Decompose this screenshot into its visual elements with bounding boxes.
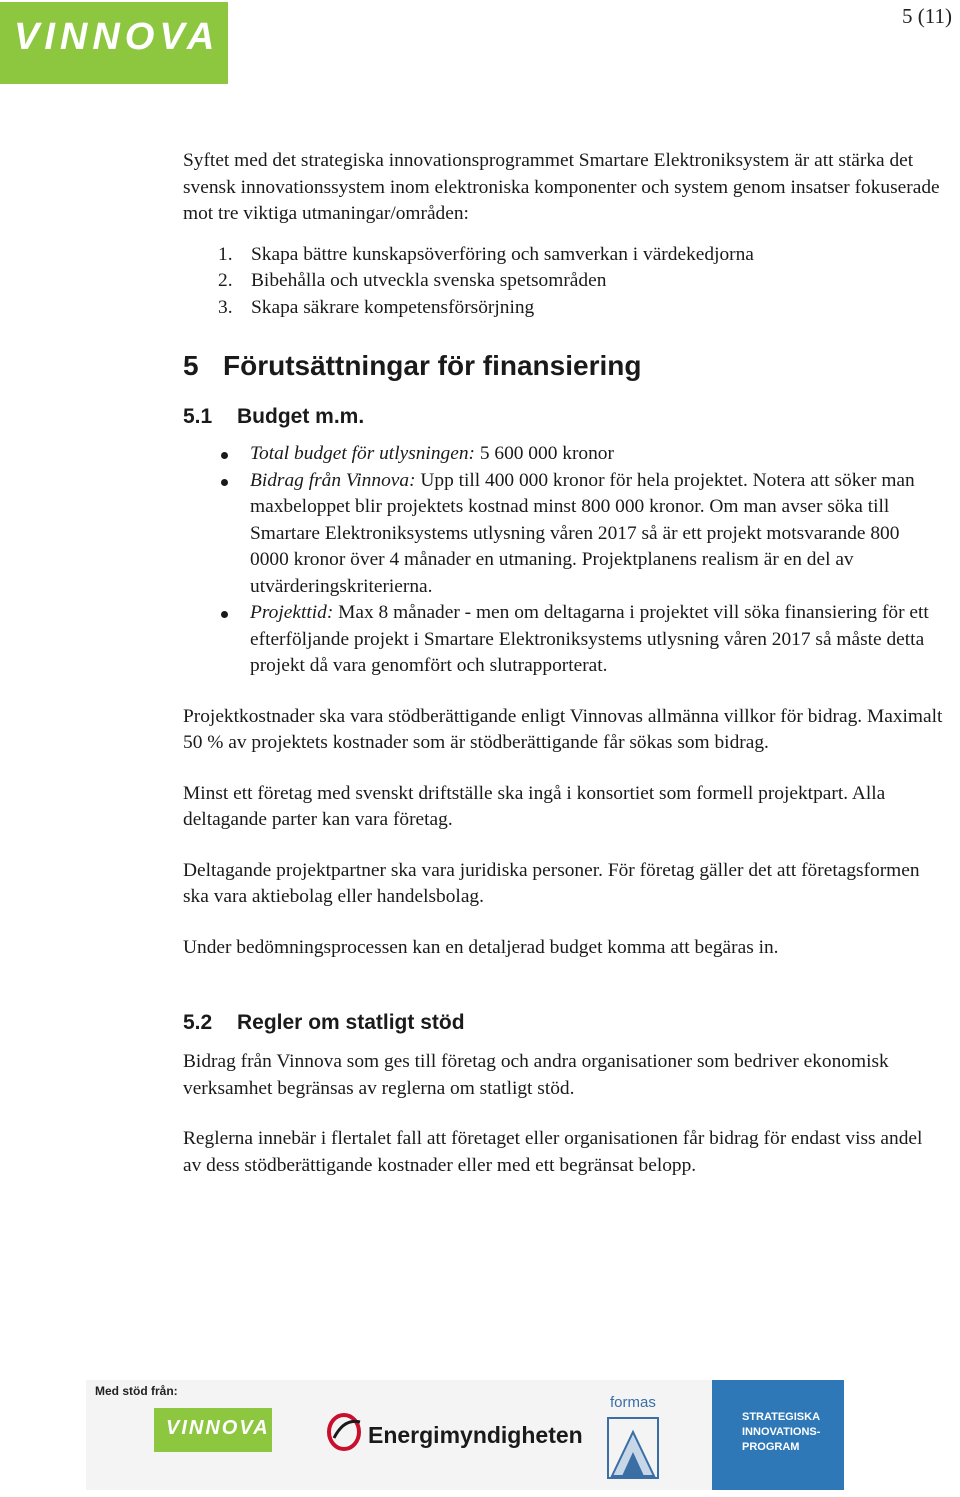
list-number: 2. [218, 270, 233, 291]
bullet-text: Upp till 400 000 kronor för hela projektet. Notera att söker man maxbeloppet blir projektets kostnad minst 800 000 kronor. Om man avser söka till Smartare Elektroniksystems utlysning våren 2017 så är ett projekt motsvarande 800 0000 kronor över 4 månader en utmaning. Projektplanens realism är en del av utvärderingskriterierna. [250, 469, 915, 597]
paragraph: Bidrag från Vinnova som ges till företag och andra organisationer som bedriver ekonomisk verksamhet begränsas av reglerna om statligt stöd. [183, 1051, 889, 1099]
list-item [183, 441, 943, 468]
list-text: Skapa bättre kunskapsöverföring och samverkan i värdekedjorna [251, 243, 754, 265]
section-number: 5.1 [183, 405, 213, 428]
section-title: Förutsättningar för finansiering [223, 350, 642, 381]
energimyndigheten-mark-icon [326, 1408, 366, 1454]
list-item [183, 295, 943, 322]
list-item [183, 268, 943, 295]
budget-bullets [183, 441, 943, 680]
bullet-icon [221, 479, 228, 486]
section-number: 5.2 [183, 1011, 213, 1034]
supported-by-label: Med stöd från: [95, 1384, 178, 1398]
paragraph: Under bedömningsprocessen kan en detaljerad budget komma att begäras in. [183, 936, 779, 958]
list-number: 3. [218, 296, 233, 318]
list-text: Skapa säkrare kompetensförsörjning [251, 296, 535, 318]
sponsor-footer [86, 1380, 844, 1490]
bullet-label: Projekttid: [250, 602, 334, 623]
vinnova-sponsor-logo [154, 1408, 272, 1452]
list-text: Bibehålla och utveckla svenska spetsområden [251, 270, 607, 291]
document-body [183, 148, 943, 1179]
section-title: Budget m.m. [237, 405, 365, 428]
section-5-1-heading [183, 403, 943, 431]
bullet-text: 5 600 000 kronor [474, 443, 614, 464]
section-5-heading [183, 349, 943, 383]
bullet-icon [221, 452, 228, 459]
paragraph: Reglerna innebär i flertalet fall att företaget eller organisationen får bidrag för endast viss andel av dess stödberättigande kostnader eller med ett begränsat belopp. [183, 1128, 923, 1176]
bullet-label: Bidrag från Vinnova: [250, 469, 416, 491]
vinnova-sponsor-text: VINNOVA [166, 1417, 270, 1439]
strategic-programs-text: STRATEGISKA INNOVATIONS- PROGRAM [742, 1411, 821, 1453]
vinnova-logo [0, 2, 228, 84]
formas-logo-text: formas [610, 1394, 656, 1411]
list-item [183, 242, 943, 269]
goals-list [183, 242, 943, 322]
section-5-2-heading [183, 1009, 943, 1037]
paragraph: Deltagande projektpartner ska vara juridiska personer. För företag gäller det att företagsformen ska vara aktiebolag eller handelsbolag. [183, 859, 920, 907]
vinnova-logo-text: VINNOVA [14, 16, 220, 58]
energimyndigheten-logo-text: Energimyndigheten [368, 1422, 583, 1448]
list-item [183, 468, 943, 601]
bullet-text: Max 8 månader - men om deltagarna i projektet vill söka finansiering för ett efterföljande projekt i Smartare Elektroniksystems utlysning våren 2017 så måste detta projekt då vara genomfört och slutrapporterat. [250, 602, 929, 676]
bullet-label: Total budget för utlysningen: [250, 443, 475, 464]
section-number: 5 [183, 350, 199, 381]
intro-paragraph: Syftet med det strategiska innovationsprogrammet Smartare Elektroniksystem är att stärka det svensk innovationssystem inom elektroniska komponenter och system genom insatser fokuserade mot tre viktiga utmaningar/områden: [183, 150, 940, 224]
page-number: 5 (11) [902, 4, 952, 28]
paragraph: Minst ett företag med svenskt driftställe ska ingå i konsortiet som formell projektpart. Alla deltagande parter kan vara företag. [183, 782, 886, 830]
strategic-programs-logo [712, 1380, 844, 1490]
section-title: Regler om statligt stöd [237, 1011, 465, 1034]
bullet-icon [221, 611, 228, 618]
list-number: 1. [218, 243, 233, 265]
paragraph: Projektkostnader ska vara stödberättigande enligt Vinnovas allmänna villkor för bidrag. Maximalt 50 % av projektets kostnader som är stödberättigande får sökas som bidrag. [183, 705, 943, 753]
list-item [183, 600, 943, 680]
